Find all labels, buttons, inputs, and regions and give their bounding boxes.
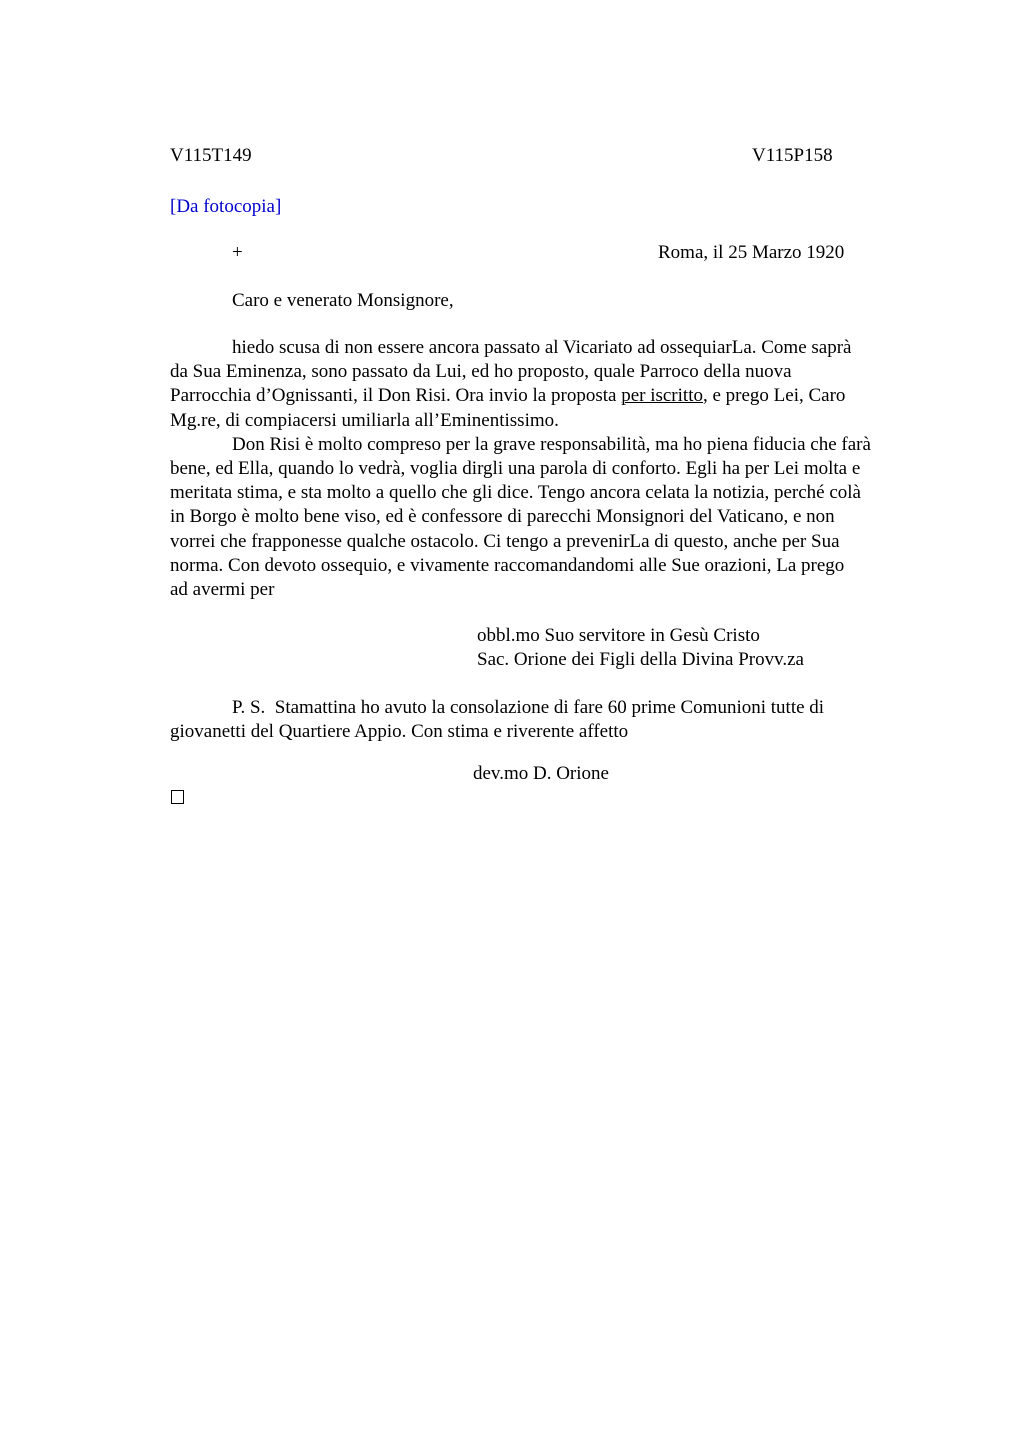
body-line: da Sua Eminenza, sono passato da Lui, ed ho proposto, quale Parroco della nuova: [170, 361, 792, 383]
source-note: [Da fotocopia]: [170, 196, 282, 217]
postscript-line: giovanetti del Quartiere Appio. Con stima e riverente affetto: [170, 721, 629, 743]
body-text-segment: , e prego Lei, Caro: [702, 385, 846, 407]
body-line: [170, 384, 871, 408]
archive-ref-right: V115P158: [752, 145, 833, 166]
cross-mark: +: [232, 242, 243, 263]
signature-block: [477, 624, 804, 672]
body-line: in Borgo è molto bene viso, ed è confessore di parecchi Monsignori del Vaticano, e non: [170, 506, 835, 528]
body-line: ad avermi per: [170, 579, 275, 601]
body-line: Don Risi è molto compreso per la grave responsabilità, ma ho piena fiducia che farà: [232, 433, 871, 455]
valediction: dev.mo D. Orione: [473, 763, 609, 784]
body-line: hiedo scusa di non essere ancora passato al Vicariato ad ossequiarLa. Come saprà: [232, 337, 852, 358]
dateline: Roma, il 25 Marzo 1920: [658, 242, 845, 263]
body-line: bene, ed Ella, quando lo vedrà, voglia dirgli una parola di conforto. Egli ha per Lei molta e: [170, 458, 861, 480]
signature-line: Sac. Orione dei Figli della Divina Provv.za: [477, 649, 804, 671]
body-line: meritata stima, e sta molto a quello che gli dice. Tengo ancora celata la notizia, perché colà: [170, 482, 861, 504]
letter-body: [170, 336, 871, 602]
signature-line: obbl.mo Suo servitore in Gesù Cristo: [477, 625, 760, 646]
body-text-segment: Parrocchia d’Ognissanti, il Don Risi. Ora invio la proposta: [170, 385, 622, 407]
archive-ref-left: V115T149: [170, 145, 252, 166]
underlined-phrase: per iscritto: [621, 385, 703, 407]
postscript-block: [170, 696, 824, 744]
salutation: Caro e venerato Monsignore,: [232, 290, 454, 311]
empty-square-glyph: [171, 790, 184, 804]
body-line: vorrei che frapponesse qualche ostacolo. Ci tengo a prevenirLa di questo, anche per Sua: [170, 530, 840, 552]
body-line: Mg.re, di compiacersi umiliarla all’Eminentissimo.: [170, 409, 559, 431]
body-line: norma. Con devoto ossequio, e vivamente raccomandandomi alle Sue orazioni, La prego: [170, 554, 845, 576]
postscript-line: P. S. Stamattina ho avuto la consolazione di fare 60 prime Comunioni tutte di: [232, 697, 825, 718]
